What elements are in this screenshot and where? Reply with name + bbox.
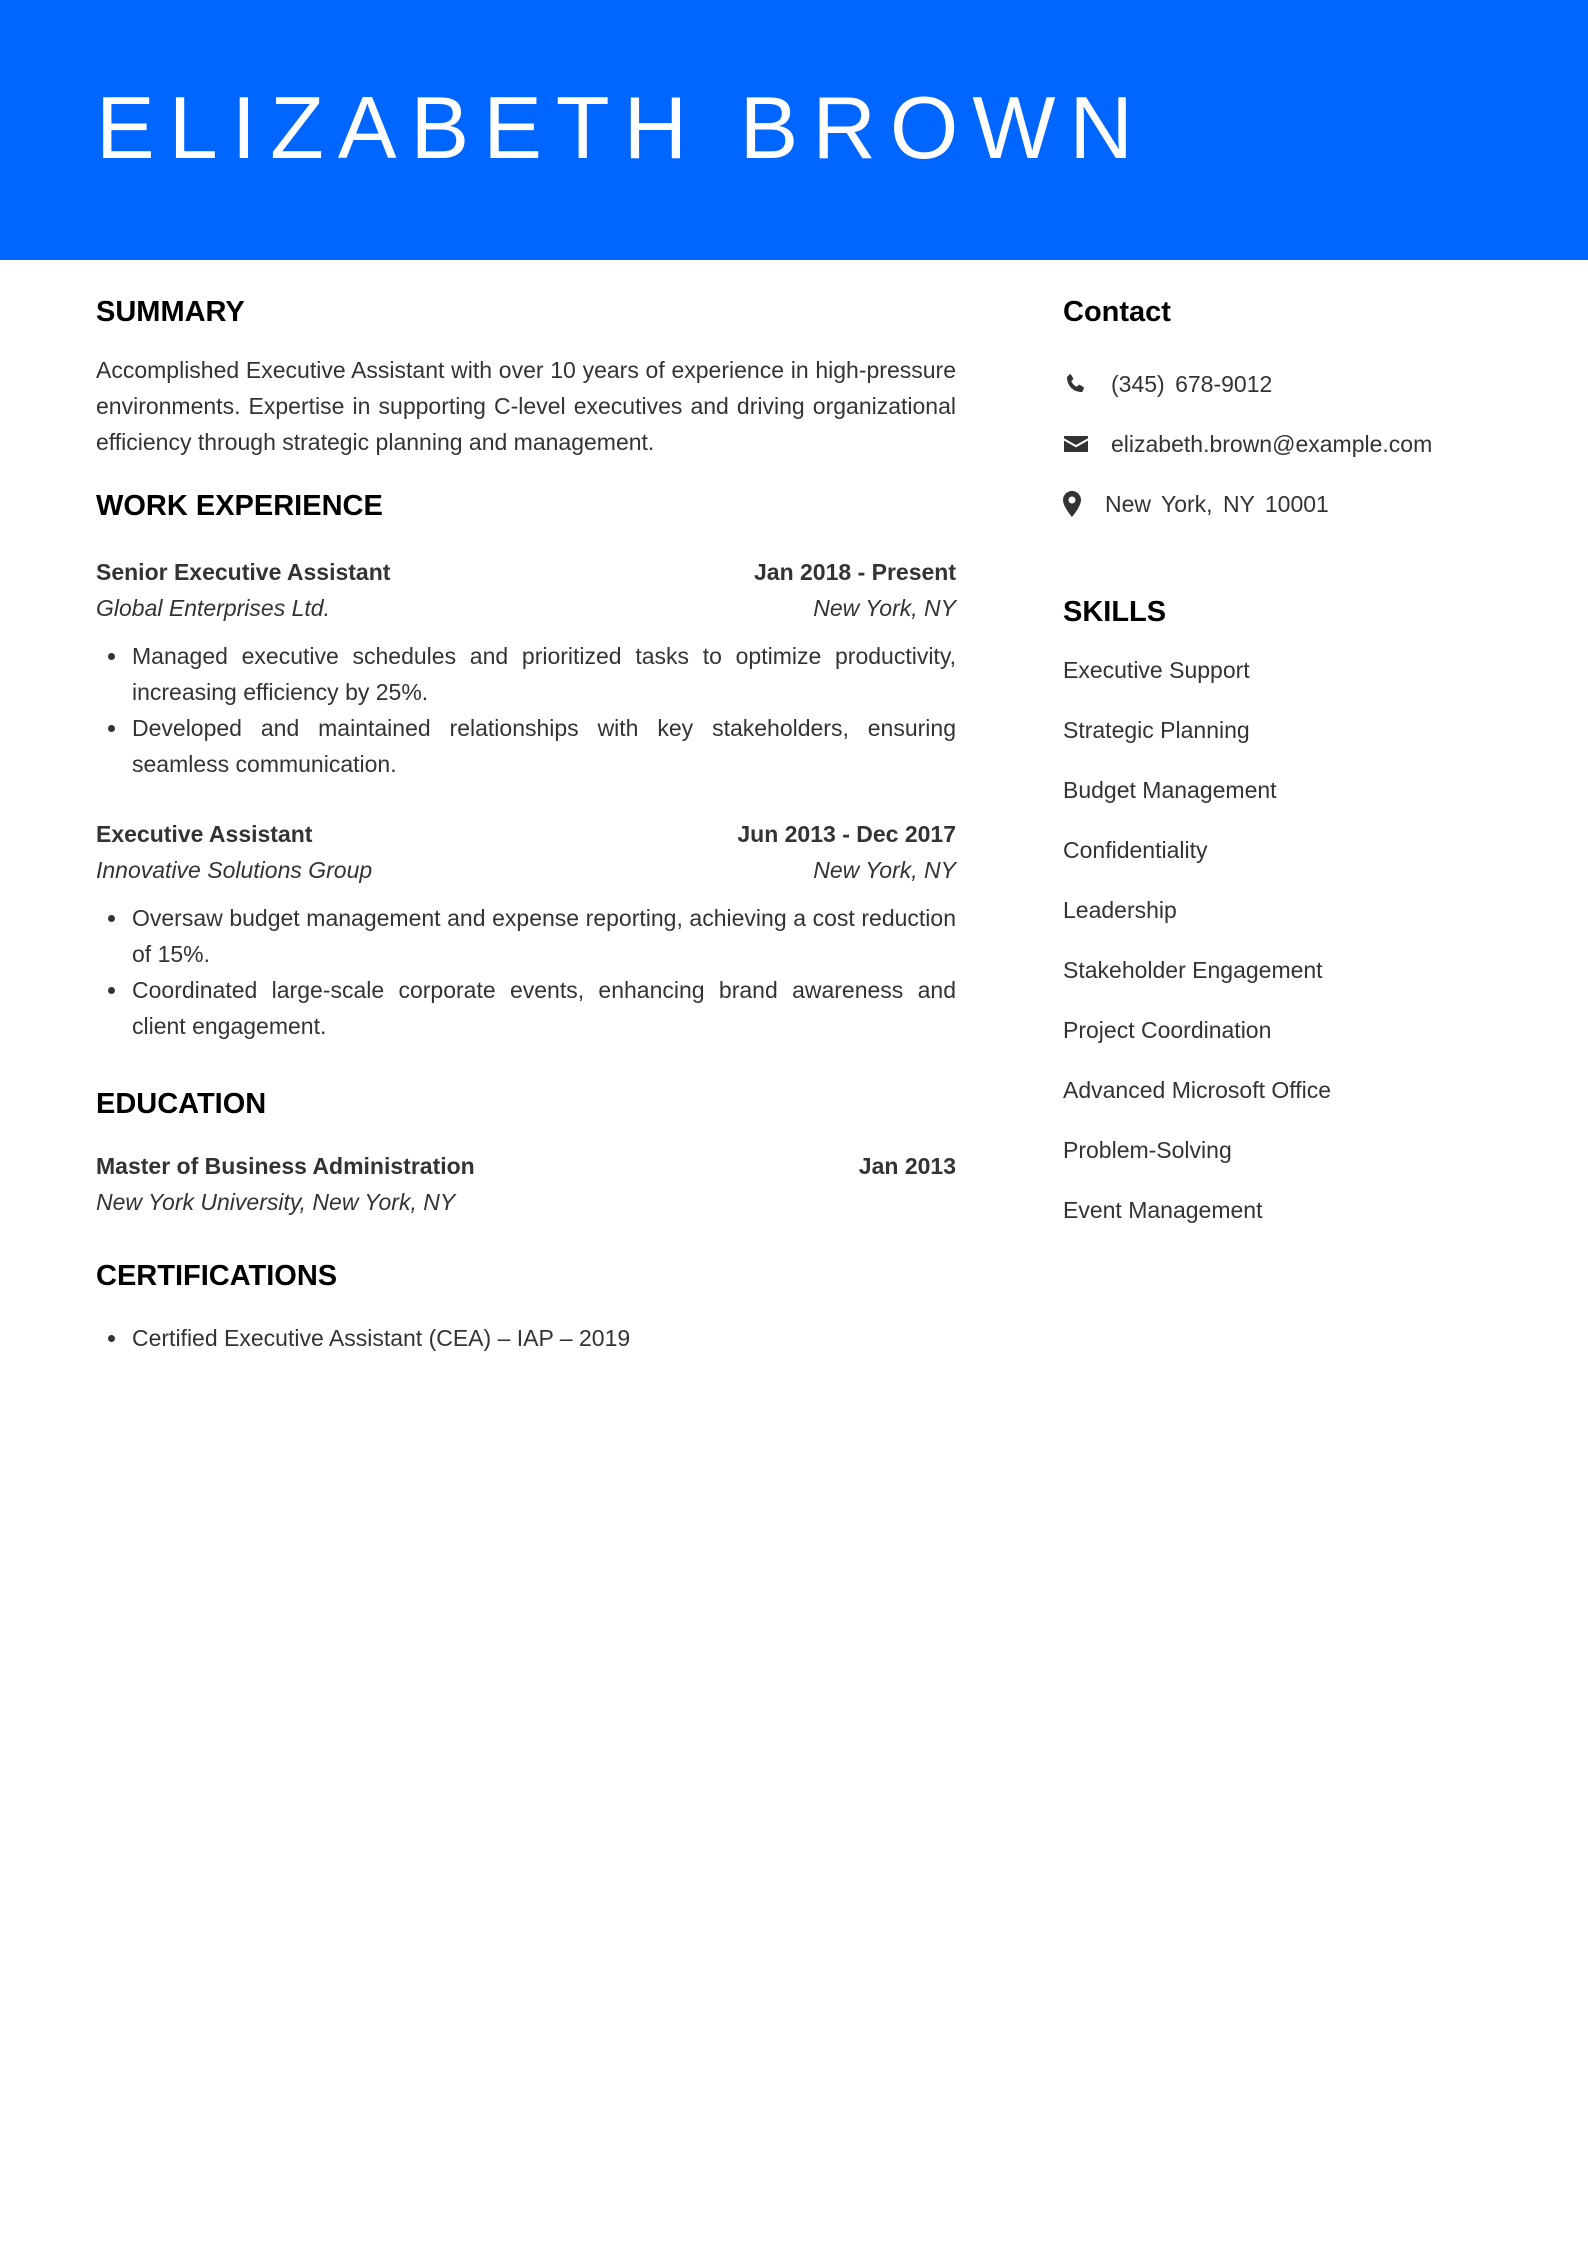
contact-title: Contact [1063,296,1171,328]
work-experience-section [96,484,956,1044]
certification-item: Certified Executive Assistant (CEA) – IAP – 2019 [96,1320,956,1356]
skill-item: Event Management [1063,1197,1263,1223]
work-experience-title: WORK EXPERIENCE [96,490,383,522]
skills-section [1063,590,1523,1252]
contact-email [1063,414,1523,474]
skill-item: Problem-Solving [1063,1137,1232,1163]
skill-item: Advanced Microsoft Office [1063,1077,1332,1103]
skills-title: SKILLS [1063,596,1167,628]
job-bullets [96,900,956,1044]
skill-item: Leadership [1063,897,1177,923]
certifications-section [96,1254,956,1356]
education-section [96,1082,956,1220]
certifications-list [96,1320,956,1356]
summary-text: Accomplished Executive Assistant with over 10 years of experience in high-pressure environments. Expertise in supporting C-level executives and driving organizational efficiency through strategic planning and management. [96,357,956,455]
job-bullet: Oversaw budget management and expense reporting, achieving a cost reduction of 15%. [96,900,956,972]
summary-section [96,290,956,460]
skill-item: Project Coordination [1063,1017,1272,1043]
location-text: New York, NY 10001 [1105,491,1329,517]
summary-title: SUMMARY [96,296,245,328]
job-dates: Jun 2013 - Dec 2017 [737,821,956,847]
sidebar-column [1063,290,1523,1252]
job-bullet: Managed executive schedules and prioritized tasks to optimize productivity, increasing efficiency by 25%. [96,638,956,710]
skills-list [1063,652,1523,1252]
job-company: Innovative Solutions Group [96,857,373,883]
job-role: Executive Assistant [96,821,313,847]
job-bullet: Coordinated large-scale corporate events, enhancing brand awareness and client engagement. [96,972,956,1044]
skill-item: Budget Management [1063,777,1277,803]
skill-item: Strategic Planning [1063,717,1250,743]
job-bullet: Developed and maintained relationships with key stakeholders, ensuring seamless communication. [96,710,956,782]
contact-phone [1063,354,1523,414]
skill-item: Stakeholder Engagement [1063,957,1323,983]
degree: Master of Business Administration [96,1153,475,1179]
graduation-date: Jan 2013 [858,1153,956,1179]
job-bullets [96,638,956,782]
job-entry [96,554,956,782]
main-column [96,290,956,1356]
phone-icon [1063,372,1111,396]
job-role: Senior Executive Assistant [96,559,391,585]
job-location: New York, NY [813,857,956,883]
envelope-icon [1063,434,1111,454]
job-dates: Jan 2018 - Present [753,559,956,585]
skill-item: Executive Support [1063,657,1250,683]
certifications-title: CERTIFICATIONS [96,1260,338,1292]
contact-section [1063,290,1523,534]
contact-location [1063,474,1523,534]
phone-number: (345) 678-9012 [1111,371,1273,397]
skill-item: Confidentiality [1063,837,1208,863]
school: New York University, New York, NY [96,1189,456,1215]
candidate-name: ELIZABETH BROWN [96,78,1147,177]
map-pin-icon [1063,491,1105,517]
email-address: elizabeth.brown@example.com [1111,431,1433,457]
job-company: Global Enterprises Ltd. [96,595,330,621]
job-location: New York, NY [813,595,956,621]
header-banner [0,0,1588,260]
education-title: EDUCATION [96,1088,267,1120]
job-entry [96,816,956,1044]
education-entry [96,1148,956,1220]
